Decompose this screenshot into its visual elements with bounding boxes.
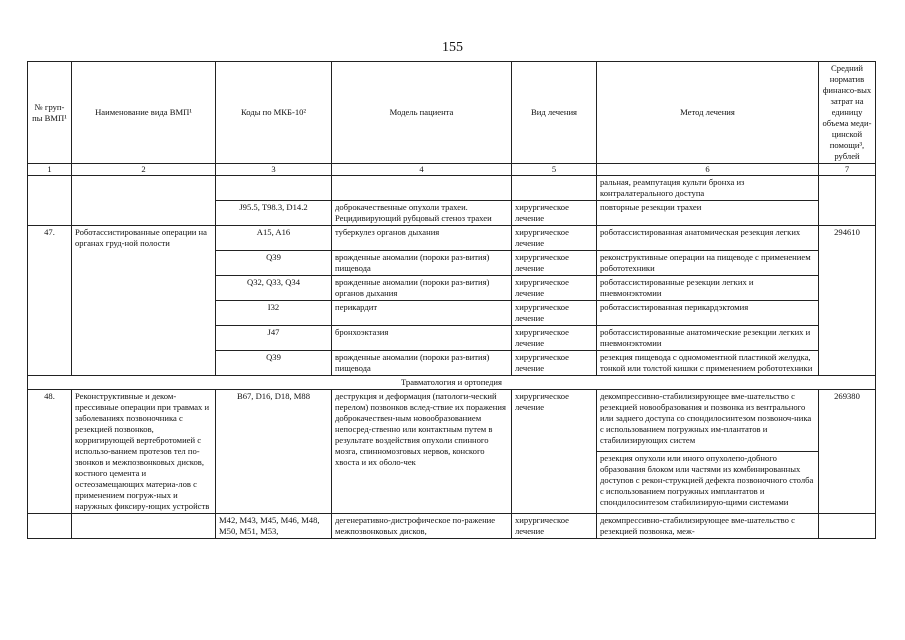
table-row (28, 226, 876, 251)
treatment-type-cell: хирургическое лечение (512, 326, 597, 351)
vmp-name-cell: Реконструктивные и деком-прессивные операции при травмах и заболеваниях позвоночника с резекцией позвонков, корригирующей вертебротомией с использо-ванием протезов тел по-звонков и межпозвонковых дисков, костного цемента и остеозамещающих материа-лов с применением погруж-ных и наружных фиксиру-ющих устройств (72, 390, 216, 514)
header-patient-model: Модель пациента (332, 62, 512, 164)
table-row (28, 176, 876, 201)
patient-model-cell: врожденные аномалии (пороки раз-вития) пищевода (332, 251, 512, 276)
header-group-number: № груп-пы ВМП¹ (28, 62, 72, 164)
treatment-type-cell: хирургическое лечение (512, 251, 597, 276)
icd-codes-cell: A15, A16 (216, 226, 332, 251)
treatment-method-cell: роботассистированная перикардэктомия (597, 301, 819, 326)
treatment-method-cell: резекция опухоли или иного опухолепо-добного образования блоком или частями из комбинированных доступов с рекон-струкцией дефекта позвоночного столба с использованием погружных имплантатов и спондилосинтезом стабилизирую-щими системами (597, 452, 819, 514)
treatment-type-cell: хирургическое лечение (512, 276, 597, 301)
header-cost-norm: Средний норматив финансо-вых затрат на единицу объема меди-цинской помощи³, рублей (819, 62, 876, 164)
treatment-type-cell: хирургическое лечение (512, 351, 597, 376)
icd-codes-cell: J95.5, T98.3, D14.2 (216, 201, 332, 226)
patient-model-cell: врожденные аномалии (пороки раз-вития) органов дыхания (332, 276, 512, 301)
header-treatment-type: Вид лечения (512, 62, 597, 164)
treatment-method-cell: реконструктивные операции на пищеводе с применением робототехники (597, 251, 819, 276)
vmp-table (27, 61, 876, 539)
section-row (28, 376, 876, 390)
page-number: 155 (442, 40, 463, 55)
treatment-method-cell: декомпрессивно-стабилизирующее вме-шательство с резекцией позвонка, меж- (597, 514, 819, 539)
treatment-method-cell: роботассистированные резекции легких и пневмонэктомии (597, 276, 819, 301)
column-number: 2 (72, 164, 216, 176)
treatment-method-cell: ральная, реампутация культи бронха из контралатерального доступа (597, 176, 819, 201)
patient-model-cell: дегенеративно-дистрофическое по-ражение межпозвонковых дисков, (332, 514, 512, 539)
treatment-type-cell: хирургическое лечение (512, 514, 597, 539)
header-treatment-method: Метод лечения (597, 62, 819, 164)
patient-model-cell: бронхоэктазия (332, 326, 512, 351)
patient-model-cell: деструкция и деформация (патологи-ческий перелом) позвонков вслед-ствие их поражения доброкачествен-ным новообразованием непосред-ственно или контактным путем в результате воздействия опухоли спинного мозга, спинномозговых нервов, конского хвоста и их оболо-чек (332, 390, 512, 514)
icd-codes-cell: M42, M43, M45, M46, M48, M50, M51, M53, (216, 514, 332, 539)
column-number: 4 (332, 164, 512, 176)
treatment-method-cell: резекция пищевода с одномоментной пластикой желудка, тонкой или толстой кишки с применением робототехники (597, 351, 819, 376)
icd-codes-cell: Q32, Q33, Q34 (216, 276, 332, 301)
header-row (28, 62, 876, 164)
column-number: 3 (216, 164, 332, 176)
vmp-name-cell: Роботассистированные операции на органах груд-ной полости (72, 226, 216, 376)
patient-model-cell: перикардит (332, 301, 512, 326)
icd-codes-cell: Q39 (216, 251, 332, 276)
table-row (28, 514, 876, 539)
column-number: 6 (597, 164, 819, 176)
icd-codes-cell: J47 (216, 326, 332, 351)
patient-model-cell: туберкулез органов дыхания (332, 226, 512, 251)
group-number-cell: 47. (28, 226, 72, 376)
icd-codes-cell: B67, D16, D18, M88 (216, 390, 332, 514)
table-row (28, 390, 876, 452)
treatment-method-cell: повторные резекции трахеи (597, 201, 819, 226)
treatment-method-cell: роботассистированная анатомическая резекция легких (597, 226, 819, 251)
section-title: Травматология и ортопедия (28, 376, 876, 390)
column-number: 1 (28, 164, 72, 176)
column-number: 5 (512, 164, 597, 176)
cost-cell: 294610 (819, 226, 876, 376)
group-number-cell: 48. (28, 390, 72, 514)
treatment-type-cell: хирургическое лечение (512, 390, 597, 514)
column-number: 7 (819, 164, 876, 176)
header-icd-codes: Коды по МКБ-10² (216, 62, 332, 164)
treatment-method-cell: роботассистированные анатомические резекции легких и пневмонэктомии (597, 326, 819, 351)
treatment-type-cell: хирургическое лечение (512, 226, 597, 251)
treatment-type-cell: хирургическое лечение (512, 201, 597, 226)
patient-model-cell: доброкачественные опухоли трахеи. Рецидивирующий рубцовый стеноз трахеи (332, 201, 512, 226)
column-number-row (28, 164, 876, 176)
icd-codes-cell: Q39 (216, 351, 332, 376)
header-vmp-name: Наименование вида ВМП¹ (72, 62, 216, 164)
patient-model-cell: врожденные аномалии (пороки раз-вития) пищевода (332, 351, 512, 376)
treatment-type-cell: хирургическое лечение (512, 301, 597, 326)
icd-codes-cell: I32 (216, 301, 332, 326)
treatment-method-cell: декомпрессивно-стабилизирующее вме-шательство с резекцией новообразования и позвонка из вентрального или заднего доступа со спондилосинтезом позвоноч-ника с использованием погружных им-плантатов и стабилизирующих систем (597, 390, 819, 452)
cost-cell: 269380 (819, 390, 876, 514)
